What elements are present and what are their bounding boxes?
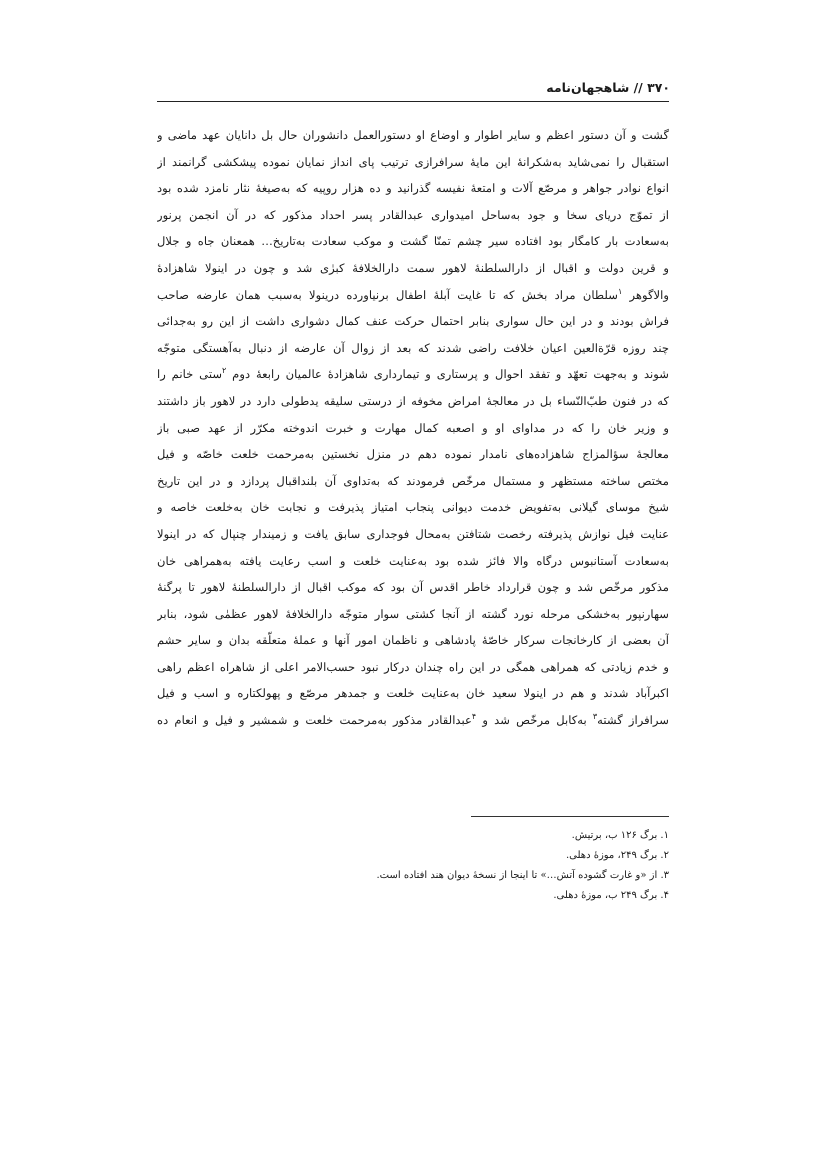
body-line [157,175,669,202]
body-line-text: عنایت فیل نوازش پذیرفته رخصت شتافتن به‌محال فوجداری سابق یافت و زمیندار چنپال که در اینولا [157,526,669,541]
footnotes [249,826,669,906]
body-line-text: فراش بودند و در این حال سواری بنابر احتمال حرکت عنف کمال دشواری داشت از این رو به‌جدائی [157,314,669,329]
body-line-text: مذکور مرخّص شد و چون قرارداد خاطر اقدس آن بود که موکب اقبال از دارالسلطنهٔ لاهور تا پرگنهٔ [157,580,669,595]
body-line-text: سرافراز گشته [597,713,669,728]
body-line [157,122,669,149]
body-line [157,627,669,654]
body-line [157,468,669,495]
footnote-item: ۲. برگ ۲۴۹، موزهٔ دهلی. [565,850,669,861]
body-line-text: از تموّج دریای سخا و جود به‌ساحل امیدواری عبدالقادر پسر احداد مذکور که در آن انجمن پرنور [157,207,669,222]
body-line-text: سلطان مراد بخش که تا غایت آبلهٔ اطفال برنیاورده درینولا به‌سبب همان عارضه صاحب [157,287,618,302]
footnote-marker[interactable]: ۴ [471,712,477,722]
body-line-text: استقبال را نمی‌شاید به‌شکرانهٔ این مایهٔ سرافرازی ترتیب پای انداز نمایان نموده پیشکشی گرانمند از [157,154,669,169]
body-line-text: معالجهٔ سؤالمزاج شاهزاده‌های نامدار نموده دهم در منزل نخستین به‌مرحمت خلعت خاصّه و فیل [157,447,669,462]
body-line-text: عبدالقادر مذکور به‌مرحمت خلعت و شمشیر و فیل و انعام ده [157,713,472,728]
footnote-item: ۳. از «و غارت گشوده آتش…» تا اینجا از نسخهٔ دیوان هند افتاده است. [376,870,669,881]
body-line-text: شیخ موسای گیلانی به‌تفویض خدمت دیوانی پنجاب امتیاز پذیرفت و نجابت خان به‌خلعت خاصه و [157,500,669,515]
body-line-text: سهارنپور به‌خشکی مرحله نورد گشته از آنجا کشتی سوار متوجّه دارالخلافهٔ لاهور عظمٰی شود، بنابر [157,606,669,621]
body-line-text: ستی خانم را [157,367,223,382]
footnote-separator [471,816,669,817]
body-line [157,282,669,309]
body-line-text: و وزیر خان را که در مداوای او و اصعبه کمال مهارت و خبرت اندوخته مکرّر از عهد صبی باز [157,420,669,435]
body-line [157,521,669,548]
body-line-text: به‌کابل مرخّص شد و [476,713,593,728]
body-line [157,361,669,388]
body-line-text: و قرین دولت و اقبال از دارالسلطنهٔ لاهور سمت دارالخلافهٔ کبرٰی شد و چون در اینولا شاهزادهٔ [157,260,669,275]
body-line [157,228,669,255]
footnote-item: ۱. برگ ۱۲۶ ب، برتیش. [571,830,669,841]
body-line [157,335,669,362]
body-line-text: که در فنون طبّ‌النّساء بل در معالجهٔ امراض مخوفه از درستی سلیقه یدطولی دارد در لاهور باز داشتند [157,393,669,408]
body-line [157,494,669,521]
running-head: ۳۷۰ // شاهجهان‌نامه [546,80,670,95]
body-line [157,680,669,707]
body-line [157,548,669,575]
header-rule [157,101,669,102]
body-line [157,149,669,176]
footnote-marker[interactable]: ۲ [222,366,227,376]
footnote-item: ۴. برگ ۲۴۹ ب، موزهٔ دهلی. [553,890,669,901]
body-line-text: گشت و آن دستور اعظم و سایر اطوار و اوضاع او دستورالعمل دانشوران حال بل دانایان عهد ماضی و [157,128,669,142]
body-line [157,308,669,335]
body-line [157,601,669,628]
body-line [157,388,669,415]
body-line [157,441,669,468]
body-line-text: به‌سعادت آستانبوس درگاه والا فائز شده بود به‌عنایت خلعت و اسب رعایت یافته به‌همراهی خان [157,553,669,568]
body-line [157,415,669,442]
body-line-text: والاگوهر [622,287,669,302]
body-line [157,255,669,282]
body-line [157,574,669,601]
body-line-text: به‌سعادت بار کامگار بود افتاده سیر چشم تمنّا گشت و موکب سعادت به‌تاریخ… همعنان جاه و جلال [157,234,669,249]
body-line-text: اکبرآباد شدند و هم در اینولا سعید خان به‌عنایت خلعت و جمدهر مرصّع و پهولکتاره و اسب و فیل [157,686,669,701]
body-line [157,202,669,229]
body-line-text: انواع نوادر جواهر و مرصّع آلات و امتعهٔ نفیسه گذرانید و ده هزار روپیه که به‌صیغهٔ نثار نامزد شده بود [157,181,669,196]
body-line-text: آن بعضی از کارخانجات سرکار خاصّهٔ پادشاهی و ناظمان امور آنها و عملهٔ متعلّقه بدان و سایر حشم [157,633,669,648]
body-text [157,122,669,734]
footnote-marker[interactable]: ۱ [617,286,623,296]
body-line [157,654,669,681]
footnote-marker[interactable]: ۳ [592,712,598,722]
body-line-text: شوند و به‌جهت تعهّد و تفقد احوال و پرستاری و تیمارداری شاهزادهٔ عالمیان رابعهٔ دوم [226,367,669,382]
body-line-text: و خدم زیادتی که همراهی همگی در این راه چندان درکار نبود حسب‌الامر اعلی از شاهراه اعظم راهی [157,659,669,674]
body-line [157,707,669,734]
body-line-text: چند روزه قرّةالعین اعیان خلافت راضی شدند که بعد از زوال آن عارضه از دنبال به‌آهستگی متوجّه [157,340,669,355]
body-line-text: مختص ساخته مستظهر و مستمال مرخّص فرمودند که به‌تداوی آن بلنداقبال پردازد و در این تاریخ [157,473,669,488]
